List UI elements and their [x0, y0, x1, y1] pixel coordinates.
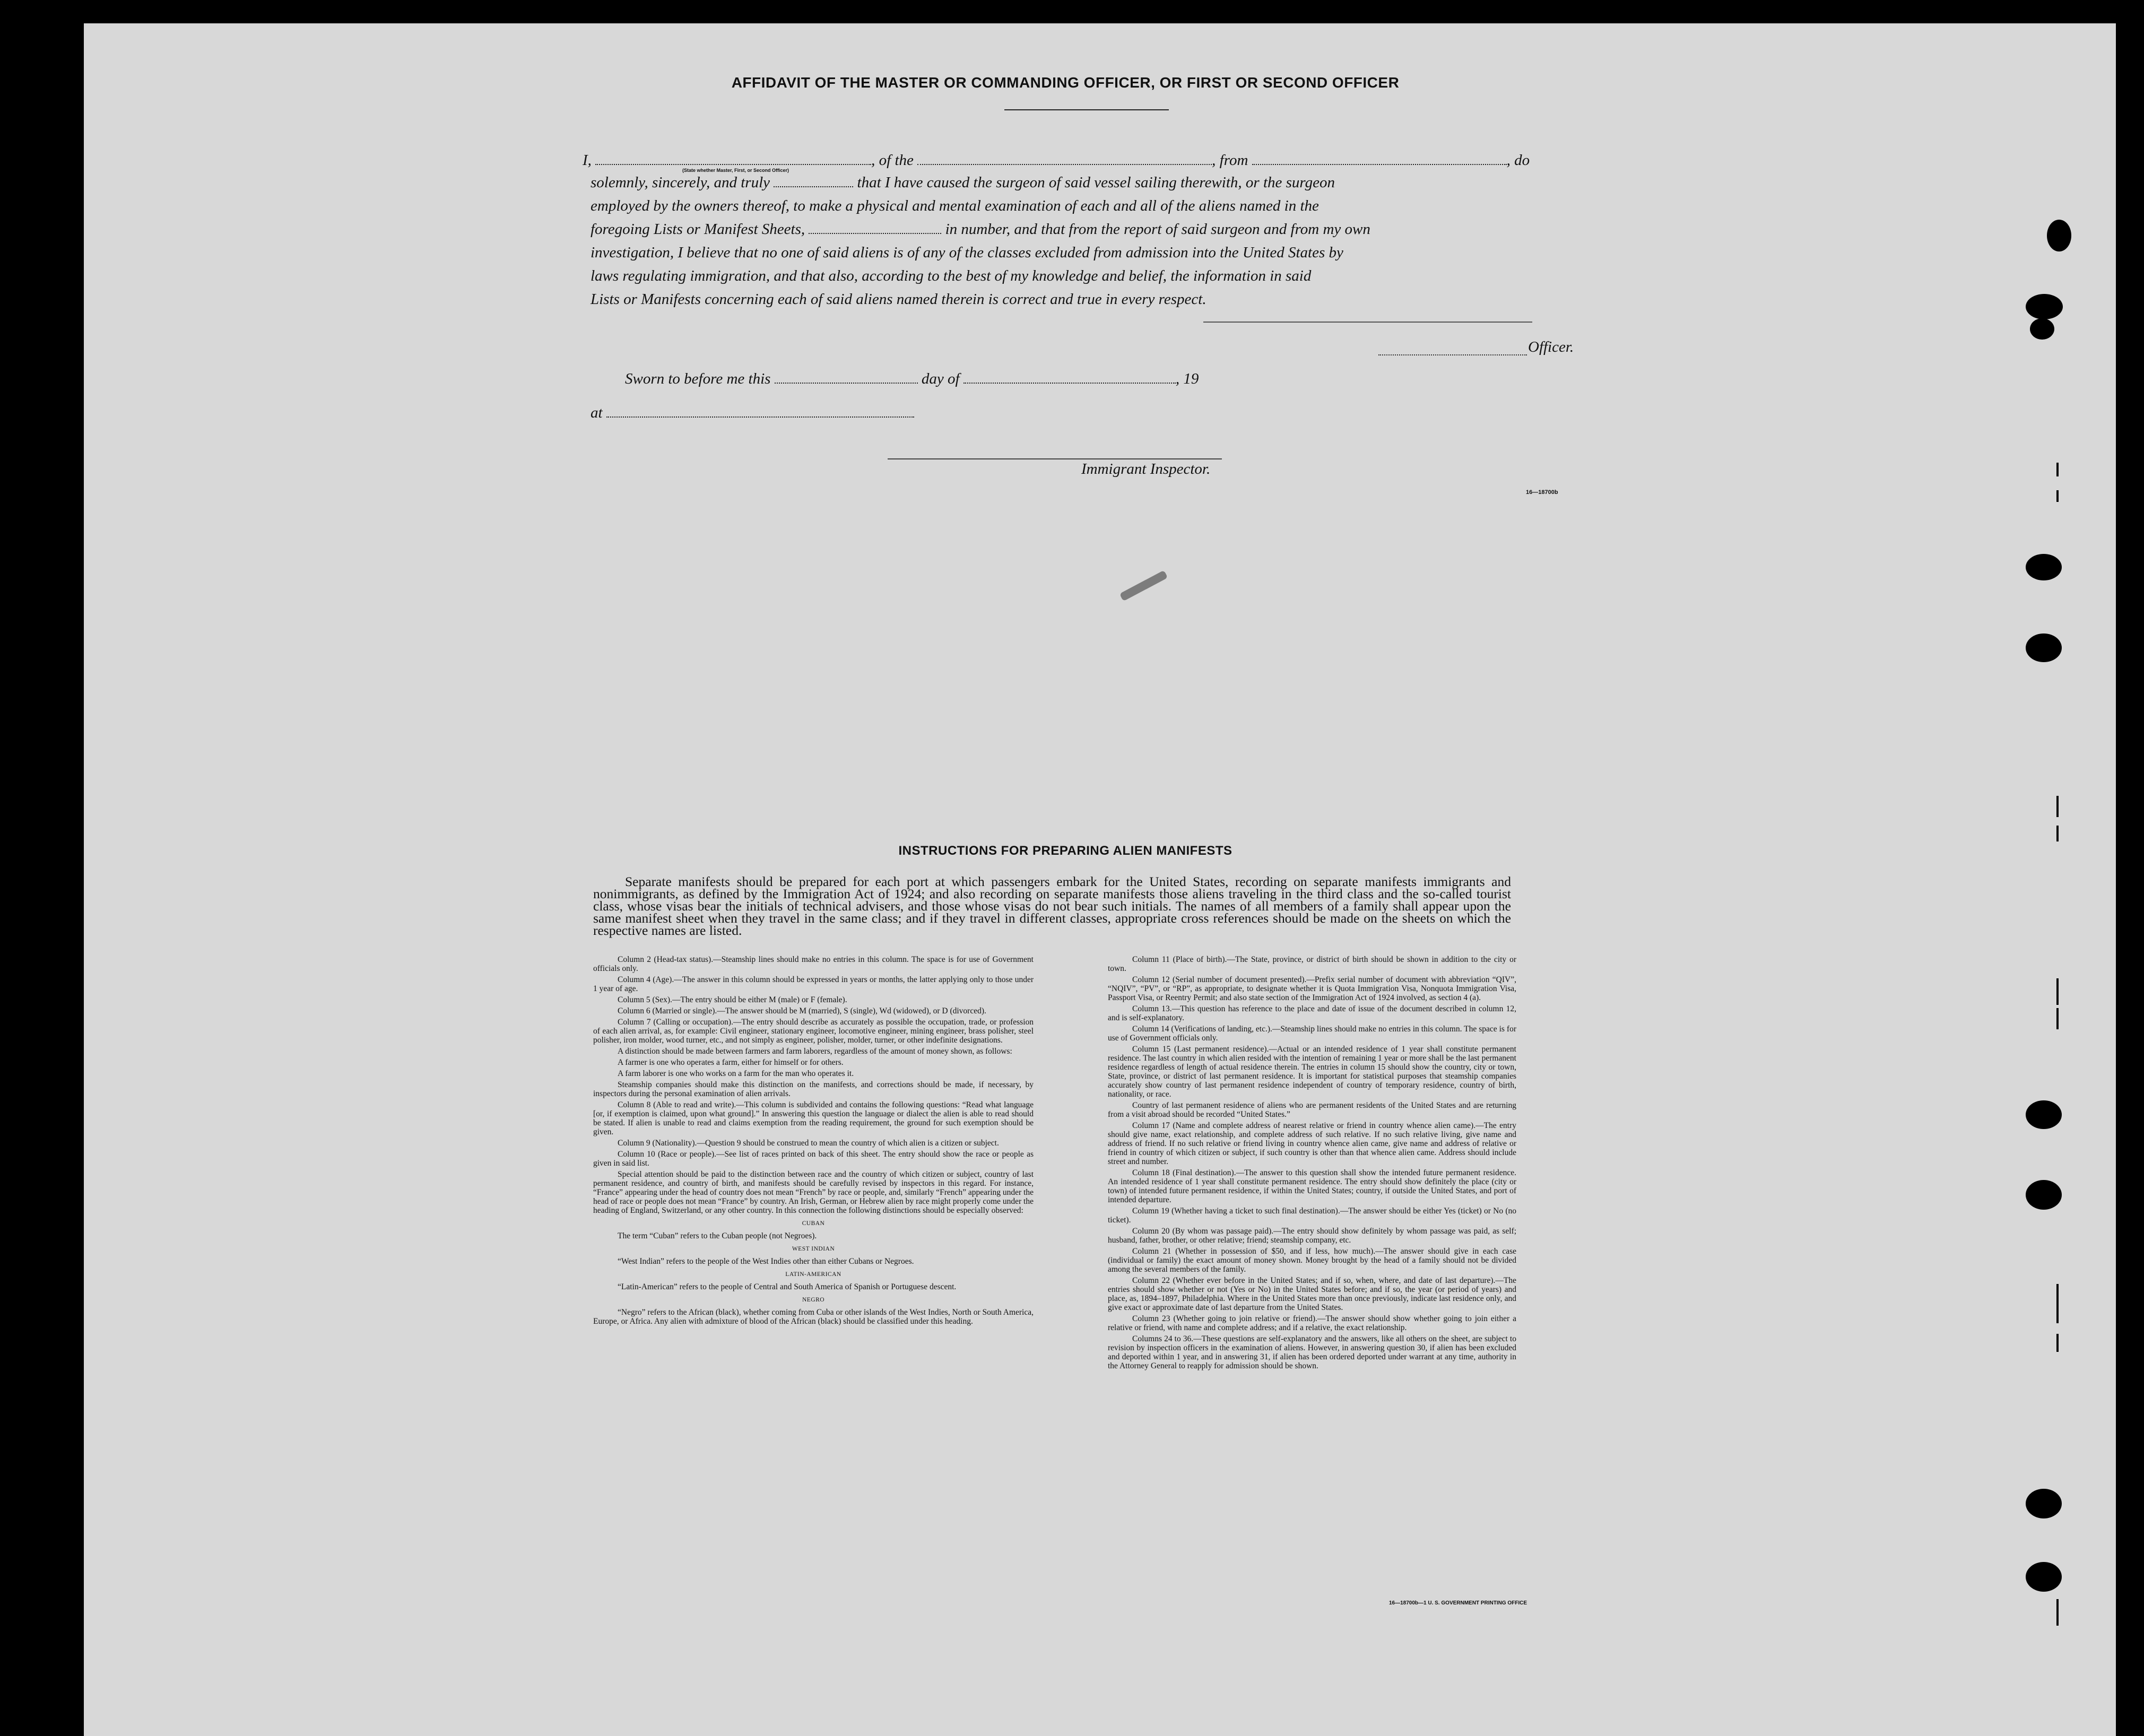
col7-note: Column 7 (Calling or occupation).—The entry should describe as accurately as possible the occupation, trade, or profession of each alien arrival, as, for example: Civil engineer, stationary engineer, locomotive engineer, mining engineer, brass polisher, steel polisher, iron molder, wood turner, etc., and not simply as engineer, polisher, molder, turner, or other indefinite designations. — [593, 1018, 1034, 1045]
affidavit-line-5: investigation, I believe that no one of said aliens is of any of the classes excluded from admission into the United States by — [591, 244, 1343, 261]
affidavit-line-4: foregoing Lists or Manifest Sheets, in number, and that from the report of said surgeon and from my own — [591, 221, 1370, 238]
blank-port-from[interactable] — [1252, 153, 1507, 165]
col5-note: Column 5 (Sex).—The entry should be either M (male) or F (female). — [618, 995, 847, 1004]
affidavit-line-7: Lists or Manifests concerning each of said aliens named therein is correct and true in every respect. — [591, 291, 1206, 308]
westindian-def: “West Indian” refers to the people of the West Indies other than either Cubans or Negroes. — [618, 1257, 914, 1266]
signature-line[interactable] — [1203, 322, 1532, 323]
steamship-distinction: Steamship companies should make this distinction on the manifests, and corrections should be made, if necessary, by inspectors during the personal examination of alien arrivals. — [593, 1080, 1034, 1098]
binding-hole — [2026, 294, 2063, 319]
col14-note: Column 14 (Verifications of landing, etc.).—Steamship lines should make no entries in this column. The space is for use of Government officials only. — [1108, 1025, 1516, 1043]
binding-hole — [2026, 1180, 2062, 1210]
instructions-title: INSTRUCTIONS FOR PREPARING ALIEN MANIFESTS — [898, 844, 1232, 858]
edge-mark — [2056, 1008, 2059, 1029]
col9-note: Column 9 (Nationality).—Question 9 should be construed to mean the country of which alien is a citizen or subject. — [618, 1139, 999, 1148]
edge-mark — [2056, 978, 2059, 1005]
blank-officer-rank[interactable] — [595, 153, 871, 165]
instructions-left-column — [593, 955, 1034, 1328]
latin-heading: LATIN-AMERICAN — [785, 1271, 841, 1278]
affidavit-line-6: laws regulating immigration, and that also, according to the best of my knowledge and belief, the information in said — [591, 267, 1312, 284]
col19-note: Column 19 (Whether having a ticket to such final destination).—The answer should be either Yes (ticket) or No (no ticket). — [1108, 1206, 1516, 1225]
instructions-right-column — [1108, 955, 1516, 1373]
inspector-label: Immigrant Inspector. — [1081, 461, 1211, 478]
affidavit-title: AFFIDAVIT OF THE MASTER OR COMMANDING OFFICER, OR FIRST OR SECOND OFFICER — [731, 74, 1400, 91]
special-attention: Special attention should be paid to the distinction between race and the country of which citizen or subject, country of last permanent residence, and country of birth, and manifests should be carefully revised by inspectors in this regard. For instance, “France” appearing under the head of country does not mean “French” by race or people, and, similarly “French” appearing under the head of race or people does not mean “France” by country. An Irish, German, or Hebrew alien by race might properly come under the heading of England, Switzerland, or any other country. In this connection the following distinctions should be especially observed: — [593, 1170, 1034, 1215]
edge-mark — [2056, 826, 2059, 841]
col24-36-note: Columns 24 to 36.—These questions are self-explanatory and the answers, like all others on the sheet, are subject to revision by inspection officers in the examination of aliens. However, in answering question 30, if alien has been excluded and deported within 1 year, and in answering 31, if alien has been ordered deported under warrant at any time, authority in the Attorney General to reapply for admission should be shown. — [1108, 1334, 1516, 1370]
blank-vessel-name[interactable] — [917, 153, 1212, 165]
col8-note: Column 8 (Able to read and write).—This column is subdivided and contains the following questions: “Read what language [or, if exemption is claimed, upon what ground].” In answering this question the language or dialect the alien is able to read should be stated. If alien is unable to read and claims exemption from the reading requirement, the ground for such exemption should be given. — [593, 1100, 1034, 1136]
col17-note: Column 17 (Name and complete address of nearest relative or friend in country whence alien came).—The entry should give name, exact relationship, and complete address of such relative. If no such relative living, give name and address of friend. If no such relative or friend living in country whence alien came, give name and address of relative or friend in country of which citizen or subject, if such country is other than that whence alien came. Address should include street and number. — [1108, 1121, 1516, 1166]
binding-hole — [2047, 220, 2071, 251]
col13-note: Column 13.—This question has reference to the place and date of issue of the document described in column 12, and is self-explanatory. — [1108, 1004, 1516, 1022]
blank-note: (State whether Master, First, or Second Officer) — [682, 168, 789, 173]
at-line: at — [591, 402, 914, 423]
blank-sworn[interactable] — [774, 176, 853, 187]
binding-hole — [2026, 1562, 2062, 1592]
latin-def: “Latin-American” refers to the people of Central and South America of Spanish or Portuguese descent. — [618, 1282, 957, 1291]
col12-note: Column 12 (Serial number of document presented).—Prefix serial number of document with abbreviation “QIV”, “NQIV”, “PV”, or “RP”, as appropriate, to designate whether it is Quota Immigration Visa, Nonquota Immigration Visa, Passport Visa, or Reentry Permit; and also state section of the Immigration Act of 1924 involved, as section 4 (a). — [1108, 975, 1516, 1002]
binding-hole — [2026, 633, 2062, 662]
manifest-back-sheet — [84, 23, 2116, 1736]
affidavit-line-3: employed by the owners thereof, to make a physical and mental examination of each and all of the aliens named in the — [591, 197, 1319, 214]
farm-distinction: A distinction should be made between farmers and farm laborers, regardless of the amount of money shown, as follows: — [618, 1047, 1012, 1056]
affidavit-line-2: solemnly, sincerely, and truly that I have caused the surgeon of said vessel sailing therewith, or the surgeon — [591, 174, 1335, 191]
col23-note: Column 23 (Whether going to join relative or friend).—The answer should show whether going to join either a relative or friend, with name and complete address; and if a relative, the exact relationship. — [1108, 1314, 1516, 1332]
farmer-def: A farmer is one who operates a farm, either for himself or for others. — [618, 1058, 844, 1067]
col6-note: Column 6 (Married or single).—The answer should be M (married), S (single), Wd (widowed), or D (divorced). — [618, 1006, 986, 1015]
last-residence-note: Country of last permanent residence of aliens who are permanent residents of the United States and are returning from a visit abroad should be recorded “United States.” — [1108, 1101, 1516, 1119]
ink-smudge — [1119, 570, 1168, 602]
col4-note: Column 4 (Age).—The answer in this column should be expressed in years or months, the latter applying only to those under 1 year of age. — [593, 975, 1034, 993]
col2-note: Column 2 (Head-tax status).—Steamship lines should make no entries in this column. The space is for use of Government officials only. — [593, 955, 1034, 973]
form-number: 16—18700b — [1526, 489, 1558, 496]
col21-note: Column 21 (Whether in possession of $50, and if less, how much).—The answer should give in each case (individual or family) the exact amount of money shown. Money brought by the head of a family should not be divided among the several members of the family. — [1108, 1247, 1516, 1274]
edge-mark — [2056, 796, 2059, 817]
blank-month[interactable] — [964, 372, 1176, 384]
negro-def: “Negro” refers to the African (black), whether coming from Cuba or other islands of the West Indies, North or South America, Europe, or Africa. Any alien with admixture of blood of the African (black) should be classified under this heading. — [593, 1308, 1034, 1326]
binding-hole — [2026, 554, 2062, 580]
sworn-line: Sworn to before me this day of , 19 — [625, 370, 1199, 387]
edge-mark — [2056, 490, 2059, 502]
col22-note: Column 22 (Whether ever before in the United States; and if so, when, where, and date of last departure).—The entries should show whether or not (Yes or No) in the United States before; and if so, the year (or period of years) and place, as, 1894–1897, Philadelphia. Where in the United States more than once previously, indicate last residence only, and give exact or approximate date of last departure from the United States. — [1108, 1276, 1516, 1312]
title-underline — [1004, 109, 1169, 110]
officer-label: Officer. — [1528, 338, 1574, 355]
blank-count[interactable] — [809, 222, 941, 234]
col11-note: Column 11 (Place of birth).—The State, province, or district of birth should be shown in addition to the city or town. — [1108, 955, 1516, 973]
blank-day[interactable] — [775, 372, 918, 384]
col10-note: Column 10 (Race or people).—See list of races printed on back of this sheet. The entry should show the race or people as given in said list. — [593, 1150, 1034, 1168]
negro-heading: NEGRO — [802, 1297, 825, 1303]
westindian-heading: WEST INDIAN — [792, 1246, 835, 1252]
blank-place[interactable] — [606, 406, 914, 418]
instructions-intro: Separate manifests should be prepared for each port at which passengers embark for the United States, recording on separate manifests immigrants and nonimmigrants, as defined by the Immigration Act of 1924; and also recording on separate manifests those aliens traveling in the third class and the so-called tourist class, whose visas bear the initials of technical advisers, and those whose visas do not bear such initials. The names of all members of a family shall appear upon the same manifest sheet when they travel in the same class; and if they travel in different classes, appropriate cross references should be made on the sheets on which the respective names are listed. — [593, 874, 1511, 938]
edge-mark — [2056, 1599, 2059, 1626]
farm-laborer-def: A farm laborer is one who works on a farm for the man who operates it. — [618, 1069, 854, 1078]
printing-office-footer: 16—18700b—1 U. S. GOVERNMENT PRINTING OFFICE — [1389, 1600, 1527, 1606]
binding-hole — [2026, 1100, 2062, 1129]
affidavit-line-1: I, , of the , from , do — [583, 152, 1530, 169]
cuban-heading: CUBAN — [802, 1220, 825, 1227]
officer-line[interactable] — [1378, 354, 1527, 355]
col20-note: Column 20 (By whom was passage paid).—The entry should show definitely by whom passage was paid, as self; husband, father, brother, or other relative; friend; steamship company, etc. — [1108, 1227, 1516, 1245]
binding-hole — [2030, 318, 2054, 340]
col15-note: Column 15 (Last permanent residence).—Actual or an intended residence of 1 year shall constitute permanent residence. The last country in which alien resided with the intention of remaining 1 year or more shall be the last permanent residence regardless of length of actual residence therein. The entries in column 15 should show the country, city or town, State, province, or district of last permanent residence. It is important for statistical purposes that steamship companies accurately show country of last permanent residence independent of country of temporary residence, country of birth, nationality, or race. — [1108, 1045, 1516, 1099]
cuban-def: The term “Cuban” refers to the Cuban people (not Negroes). — [618, 1231, 817, 1240]
col18-note: Column 18 (Final destination).—The answer to this question shall show the intended future permanent residence. An intended residence of 1 year shall constitute permanent residence. The entry should show definitely the place (city or town) of intended future permanent residence, if within the United States; country, if outside the United States, and port of intended departure. — [1108, 1168, 1516, 1204]
binding-hole — [2026, 1489, 2062, 1518]
edge-mark — [2056, 463, 2059, 476]
edge-mark — [2056, 1334, 2059, 1352]
edge-mark — [2056, 1284, 2059, 1323]
